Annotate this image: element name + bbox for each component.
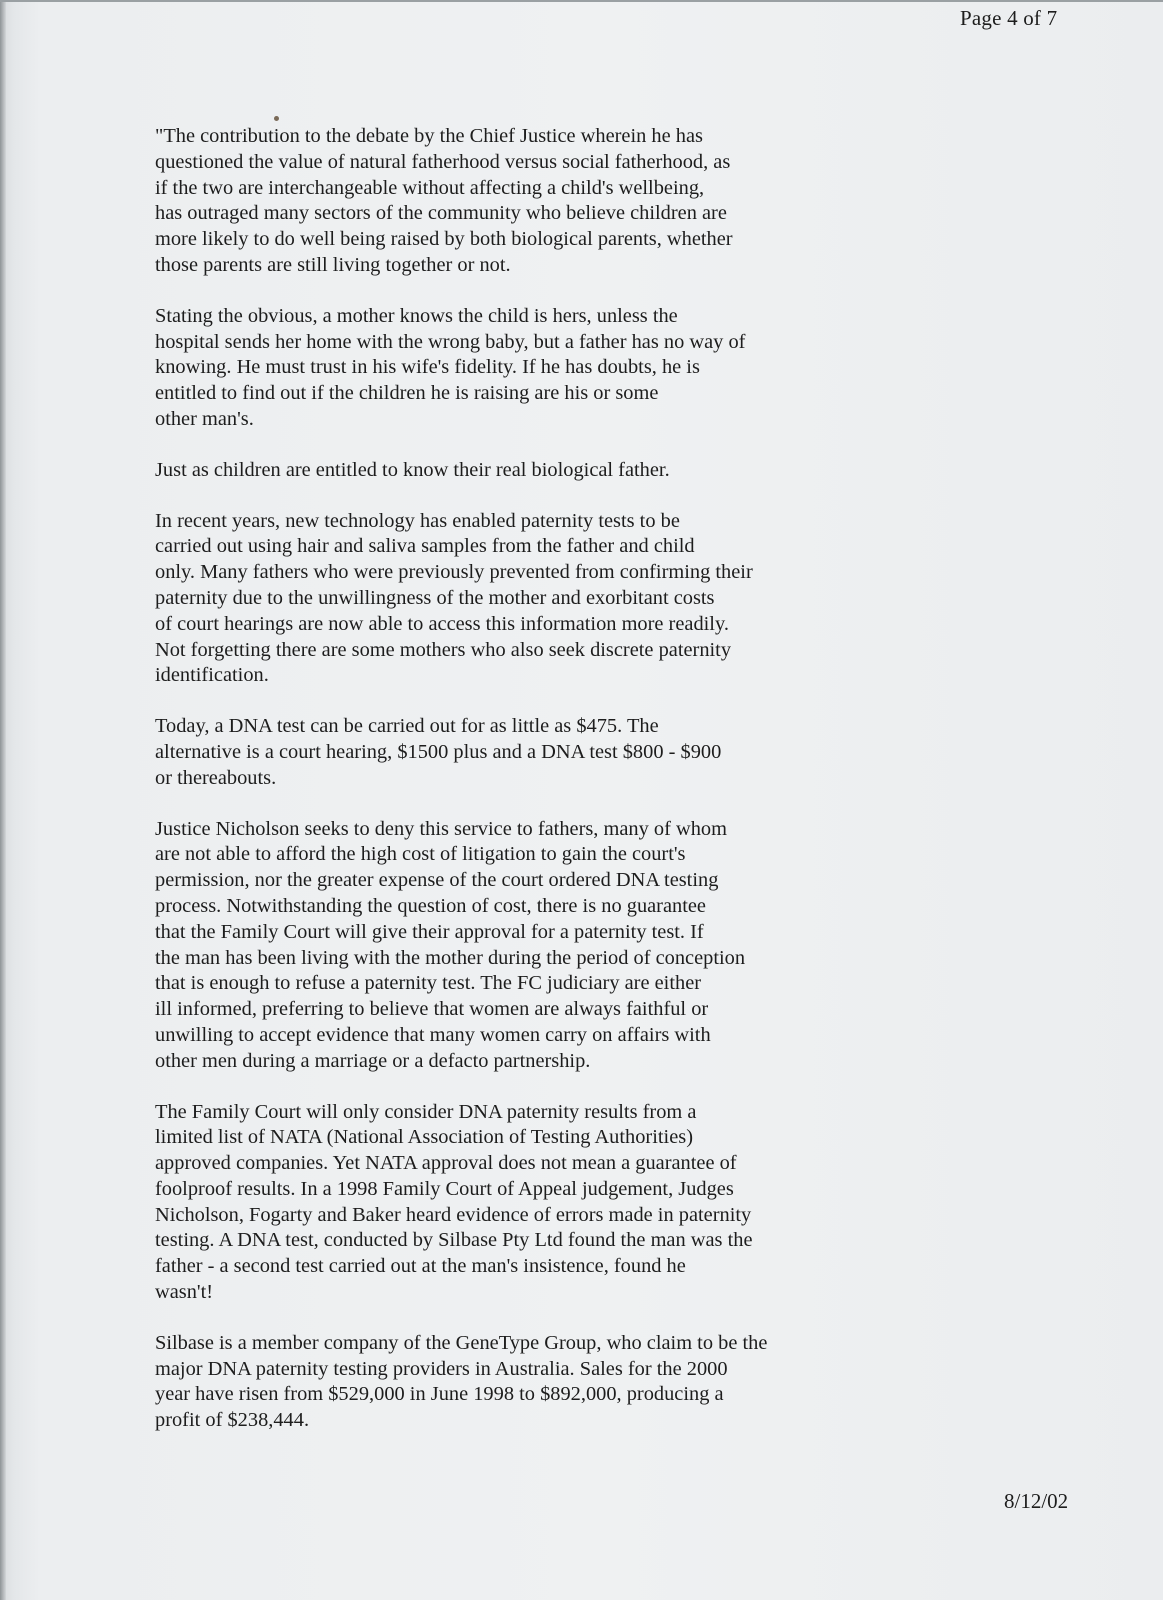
- page-edge-shadow: [0, 0, 6, 1600]
- document-body: [155, 124, 855, 1459]
- scan-speck: [274, 116, 279, 121]
- paragraph-nata-approval: The Family Court will only consider DNA paternity results from a limited list of NATA (National Association of Testing Authorities) approved companies. Yet NATA approval does not mean a guarantee of foolproof results. In a 1998 Family Court of Appeal judgement, Judges Nicholson, Fogarty and Baker heard evidence of errors made in paternity testing. A DNA test, conducted by Silbase Pty Ltd found the man was the father - a second test carried out at the man's insistence, found he wasn't!: [155, 1100, 753, 1304]
- paragraph-dna-cost: Today, a DNA test can be carried out for as little as $475. The alternative is a court hearing, $1500 plus and a DNA test $800 - $900 or thereabouts.: [155, 715, 722, 789]
- paragraph-stating-obvious: Stating the obvious, a mother knows the child is hers, unless the hospital sends her home with the wrong baby, but a father has no way of knowing. He must trust in his wife's fidelity. If he has doubts, he is entitled to find out if the children he is raising are his or some other man's.: [155, 304, 746, 430]
- paragraph-new-technology: In recent years, new technology has enabled paternity tests to be carried out using hair and saliva samples from the father and child only. Many fathers who were previously prevented from confirming their paternity due to the unwillingness of the mother and exorbitant costs of court hearings are now able to access this information more readily. Not forgetting there are some mothers who also seek discrete paternity identification.: [155, 509, 753, 687]
- footer-date: 8/12/02: [1004, 1489, 1069, 1513]
- paragraph-chief-justice-quote: "The contribution to the debate by the Chief Justice wherein he has questioned the value of natural fatherhood versus social fatherhood, as if the two are interchangeable without affecting a child's wellbeing, has outraged many sectors of the community who believe children are more likely to do well being raised by both biological parents, whether those parents are still living together or not.: [155, 125, 733, 276]
- paragraph-children-entitled: Just as children are entitled to know their real biological father.: [155, 458, 670, 481]
- page-number: Page 4 of 7: [960, 6, 1058, 30]
- paragraph-silbase-genetype: Silbase is a member company of the GeneType Group, who claim to be the major DNA paternity testing providers in Australia. Sales for the 2000 year have risen from $529,000 in June 1998 to $892,000, producing a profit of $238,444.: [155, 1331, 768, 1432]
- paragraph-justice-nicholson: Justice Nicholson seeks to deny this service to fathers, many of whom are not able to afford the high cost of litigation to gain the court's permission, nor the greater expense of the court ordered DNA testing process. Notwithstanding the question of cost, there is no guarantee that the Family Court will give their approval for a paternity test. If the man has been living with the mother during the period of conception that is enough to refuse a paternity test. The FC judiciary are either ill informed, preferring to believe that women are always faithful or unwilling to accept evidence that many women carry on affairs with other men during a marriage or a defacto partnership.: [155, 817, 746, 1072]
- page-top-edge: [0, 0, 1163, 2]
